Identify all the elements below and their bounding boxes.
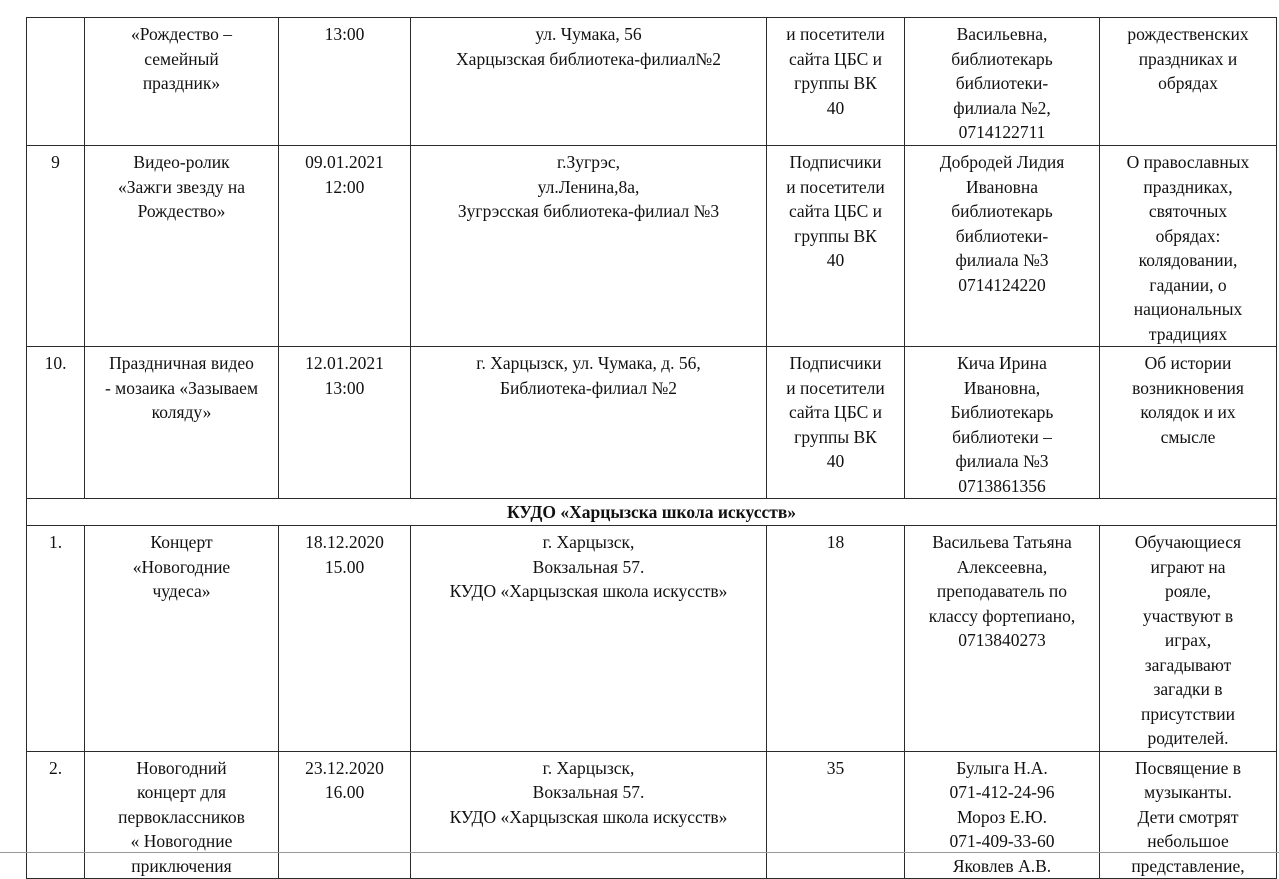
table-row bbox=[27, 18, 1277, 146]
event-name: Новогодний концерт для первоклассников « Новогодние приключения bbox=[85, 751, 279, 879]
event-content: Посвящение в музыканты. Дети смотрят небольшое представление, bbox=[1100, 751, 1277, 879]
event-datetime: 18.12.2020 15.00 bbox=[279, 526, 411, 752]
event-audience: 35 bbox=[767, 751, 905, 879]
event-content: Об истории возникновения колядок и их смысле bbox=[1100, 347, 1277, 499]
event-content: О православных праздниках, святочных обрядах: колядовании, гадании, о национальных традициях bbox=[1100, 146, 1277, 347]
section-title: КУДО «Харцызска школа искусств» bbox=[27, 499, 1277, 526]
row-number: 1. bbox=[27, 526, 85, 752]
event-place: г. Харцызск, ул. Чумака, д. 56, Библиотека-филиал №2 bbox=[411, 347, 767, 499]
events-table bbox=[26, 17, 1277, 879]
section-row bbox=[27, 499, 1277, 526]
event-name: Видео-ролик «Зажги звезду на Рождество» bbox=[85, 146, 279, 347]
event-name: «Рождество – семейный праздник» bbox=[85, 18, 279, 146]
event-place: г. Харцызск, Вокзальная 57. КУДО «Харцызская школа искусств» bbox=[411, 751, 767, 879]
event-content: Обучающиеся играют на рояле, участвуют в играх, загадывают загадки в присутствии родителей. bbox=[1100, 526, 1277, 752]
event-responsible: Васильева Татьяна Алексеевна, преподаватель по классу фортепиано, 0713840273 bbox=[905, 526, 1100, 752]
row-number: 10. bbox=[27, 347, 85, 499]
event-audience: Подписчики и посетители сайта ЦБС и группы ВК 40 bbox=[767, 146, 905, 347]
page-bottom-divider bbox=[0, 852, 1279, 853]
event-place: г.Зугрэс, ул.Ленина,8а, Зугрэсская библиотека-филиал №3 bbox=[411, 146, 767, 347]
event-place: ул. Чумака, 56 Харцызская библиотека-филиал№2 bbox=[411, 18, 767, 146]
row-number bbox=[27, 18, 85, 146]
table-row bbox=[27, 751, 1277, 879]
event-name: Концерт «Новогодние чудеса» bbox=[85, 526, 279, 752]
row-number: 2. bbox=[27, 751, 85, 879]
event-name: Праздничная видео - мозаика «Зазываем коляду» bbox=[85, 347, 279, 499]
table-row bbox=[27, 347, 1277, 499]
event-responsible: Добродей Лидия Ивановна библиотекарь библиотеки- филиала №3 0714124220 bbox=[905, 146, 1100, 347]
table-row bbox=[27, 526, 1277, 752]
event-audience: и посетители сайта ЦБС и группы ВК 40 bbox=[767, 18, 905, 146]
event-audience: 18 bbox=[767, 526, 905, 752]
event-datetime: 12.01.2021 13:00 bbox=[279, 347, 411, 499]
event-datetime: 13:00 bbox=[279, 18, 411, 146]
event-datetime: 09.01.2021 12:00 bbox=[279, 146, 411, 347]
event-responsible: Васильевна, библиотекарь библиотеки- филиала №2, 0714122711 bbox=[905, 18, 1100, 146]
event-place: г. Харцызск, Вокзальная 57. КУДО «Харцызская школа искусств» bbox=[411, 526, 767, 752]
event-datetime: 23.12.2020 16.00 bbox=[279, 751, 411, 879]
table-row bbox=[27, 146, 1277, 347]
event-content: рождественских праздниках и обрядах bbox=[1100, 18, 1277, 146]
row-number: 9 bbox=[27, 146, 85, 347]
event-responsible: Булыга Н.А. 071-412-24-96 Мороз Е.Ю. 071-409-33-60 Яковлев А.В. bbox=[905, 751, 1100, 879]
event-audience: Подписчики и посетители сайта ЦБС и группы ВК 40 bbox=[767, 347, 905, 499]
event-responsible: Кича Ирина Ивановна, Библиотекарь библиотеки – филиала №3 0713861356 bbox=[905, 347, 1100, 499]
